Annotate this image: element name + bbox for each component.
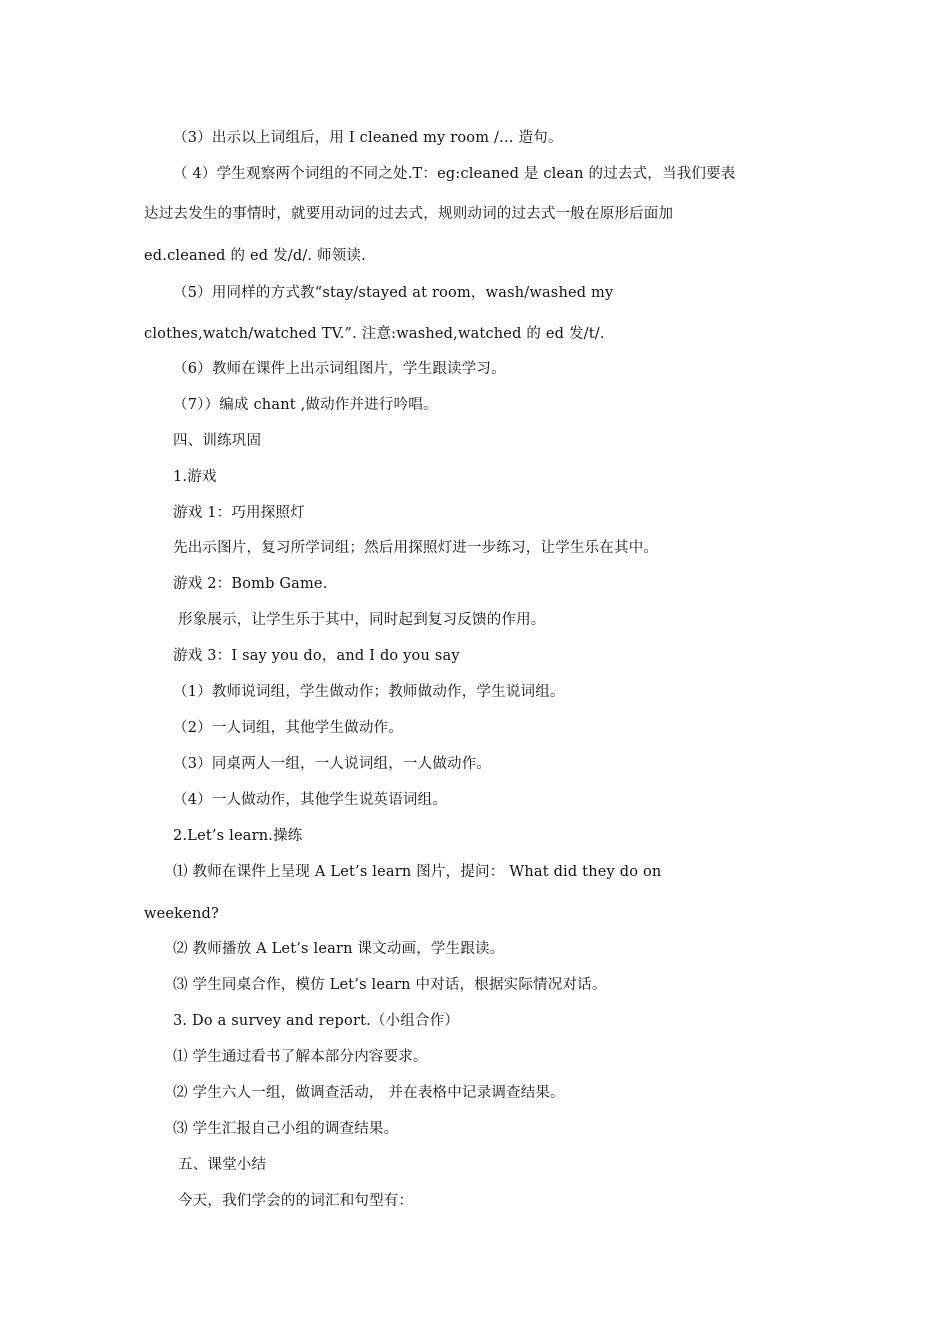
text-line: 游戏 1：巧用探照灯: [173, 505, 305, 521]
text-line: ⑴ 教师在课件上呈现 A Let’s learn 图片，提问： What did they do on: [173, 864, 662, 880]
text-line: ⑵ 学生六人一组，做调查活动， 并在表格中记录调查结果。: [173, 1085, 565, 1101]
subsection-heading: 2.Let’s learn.操练: [173, 828, 303, 844]
text-line: ⑶ 学生汇报自己小组的调查结果。: [173, 1121, 399, 1137]
text-line: （7））编成 chant ,做动作并进行吟唱。: [173, 397, 438, 413]
text-line: 形象展示，让学生乐于其中，同时起到复习反馈的作用。: [178, 612, 546, 628]
subsection-heading: 3. Do a survey and report.（小组合作）: [173, 1013, 460, 1029]
text-line: ⑴ 学生通过看书了解本部分内容要求。: [173, 1049, 428, 1065]
text-line: 游戏 3：I say you do，and I do you say: [173, 648, 460, 664]
text-line: ed.cleaned 的 ed 发/d/. 师领读.: [144, 248, 366, 264]
text-line: （ 4）学生观察两个词组的不同之处.T：eg:cleaned 是 clean 的过去式，当我们要表: [173, 166, 736, 182]
text-line: （3）出示以上词组后，用 I cleaned my room /… 造句。: [173, 130, 563, 146]
text-line: ⑵ 教师播放 A Let’s learn 课文动画，学生跟读。: [173, 941, 505, 957]
subsection-heading: 1.游戏: [173, 469, 217, 485]
text-line: （3）同桌两人一组，一人说词组，一人做动作。: [173, 756, 492, 772]
text-line: （6）教师在课件上出示词组图片，学生跟读学习。: [173, 361, 506, 377]
text-line: 达过去发生的事情时，就要用动词的过去式，规则动词的过去式一般在原形后面加: [144, 206, 674, 222]
text-line: （4）一人做动作，其他学生说英语词组。: [173, 792, 448, 808]
section-heading: 五、课堂小结: [178, 1157, 267, 1173]
text-line: 游戏 2：Bomb Game.: [173, 576, 328, 592]
text-line: clothes,watch/watched TV.”. 注意:washed,watched 的 ed 发/t/.: [144, 326, 605, 342]
section-heading: 四、训练巩固: [173, 433, 262, 449]
text-line: （2）一人词组，其他学生做动作。: [173, 720, 403, 736]
text-line: （5）用同样的方式教“stay/stayed at room，wash/washed my: [173, 285, 614, 301]
text-line: weekend?: [144, 906, 219, 922]
text-line: （1）教师说词组，学生做动作；教师做动作，学生说词组。: [173, 684, 565, 700]
text-line: 今天，我们学会的的词汇和句型有：: [178, 1193, 414, 1209]
text-line: ⑶ 学生同桌合作，模仿 Let’s learn 中对话，根据实际情况对话。: [173, 977, 607, 993]
text-line: 先出示图片，复习所学词组；然后用探照灯进一步练习，让学生乐在其中。: [173, 540, 659, 556]
